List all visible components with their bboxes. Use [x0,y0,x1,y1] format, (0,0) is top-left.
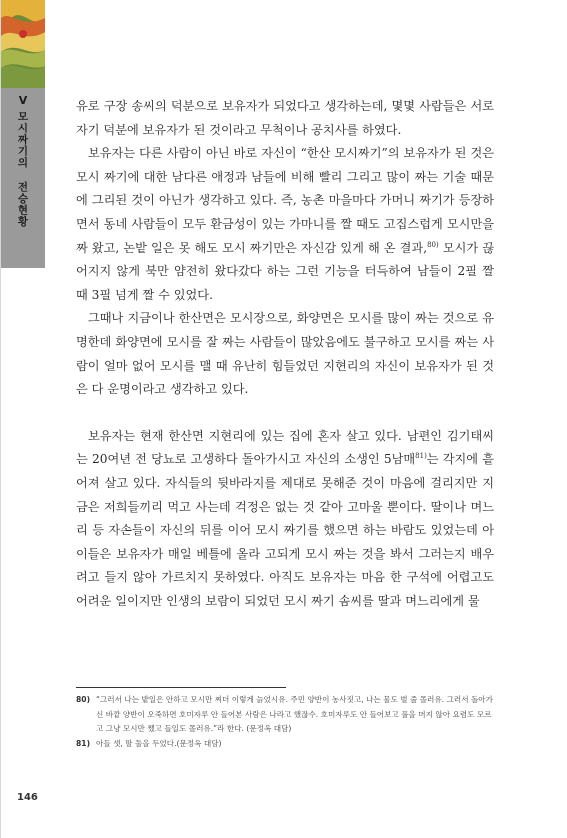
footnote-81 [76,737,494,752]
paragraph-2-tail: 모시가 끊어지지 않게 북만 얌전히 왔다갔다 하는 그런 기능을 터득하여 남들이 2필 짤 때 3필 넘게 짤 수 있었다. [76,240,495,302]
paragraph-3: 그때나 지금이나 한산면은 모시장으로, 화양면은 모시를 많이 짜는 것으로 유명한데 화양면에 모시를 잘 짜는 사람들이 많았음에도 불구하고 모시를 짜는 사람이 얼마 없어 모시를 맬 때 유난히 힘들었던 지현리의 자신이 보유자가 된 것은 다 운명이라고 생각하고 있다. [76,311,494,397]
paragraph-4-text: 보유자는 현재 한산면 지현리에 있는 집에 혼자 살고 있다. 남편인 김기태씨는 20여년 전 당뇨로 고생하다 돌아가시고 자신의 소생인 5남매 [76,428,494,467]
footnote-divider [76,687,286,688]
chapter-title: 모시짜기의 전승현황 [16,111,29,228]
paragraph-1: 유로 구장 송씨의 덕분으로 보유자가 되었다고 생각하는데, 몇몇 사람들은 서로 자기 덕분에 보유자가 된 것이라고 무척이나 공치사를 하였다. [76,99,494,137]
footnote-text: 아들 셋, 딸 둘을 두었다.(문정옥 대담) [96,738,222,748]
chapter-number: V [18,94,28,107]
paragraph-4-tail: 는 각지에 흩어져 살고 있다. 자식들의 뒷바라지를 제대로 못해준 것이 마음에 걸리지만 지금은 저희들끼리 먹고 사는데 걱정은 없는 것 같아 고마울 뿐이다. 딸이나 며느리 등 자손들이 자신의 뒤를 이어 모시 짜기를 했으면 하는 바람도 있었는데 아이들은 보유자가 매일 베틀에 올라 고되게 모시 짜는 것을 봐서 그러는지 배우려고 들지 않아 가르치지 못하였다. 아직도 보유자는 마음 한 구석에 어렵고도 어려운 일이지만 인생의 보람이 되었던 모시 짜기 솜씨를 딸과 며느리에게 물 [76,452,494,608]
footnote-ref-80: 80) [427,240,439,249]
decorative-wave-graphic [1,0,45,90]
footnote-number: 81) [76,738,91,748]
footnote-number: 80) [76,695,91,704]
page-number: 146 [17,792,38,803]
body-text [76,95,494,613]
paragraph-2-text: 보유자는 다른 사람이 아닌 바로 자신이 “한산 모시짜기”의 보유자가 된 것은 모시 짜기에 대한 남다른 애정과 남들에 비해 빨리 그리고 많이 짜는 기술 때문에 그리된 것이 아닌가 생각하고 있다. 즉, 농촌 마을마다 가머니 짜기가 등장하면서 동네 사람들이 모두 환금성이 있는 가마니를 짤 때도 고집스럽게 모시만을 짜 왔고, 논밭 일은 못 해도 모시 짜기만은 자신감 있게 해 온 결과, [76,146,494,255]
footnote-text: “그러서 나는 밭일은 안하고 모시만 찌더 이렇게 늙었시유. 주민 양반이 농사짓고, 나는 물도 벌 줄 몰러유. 그러서 돌아가신 바깥 양반이 오죽하면 호미자루 안 들어본 사람은 나라고 했잖수. 호미자루도 안 들어보고 풀을 머지 않아 요렴도 모르고 그냥 모시만 쨌고 들일도 몰러유.”라 한다. (문정옥 대담) [96,695,493,734]
footnote-ref-81: 81) [415,452,427,461]
footnotes [76,693,494,751]
paragraph-2 [76,142,494,307]
paragraph-4 [76,425,494,614]
footnote-80 [76,693,494,737]
chapter-side-tab [1,88,45,268]
